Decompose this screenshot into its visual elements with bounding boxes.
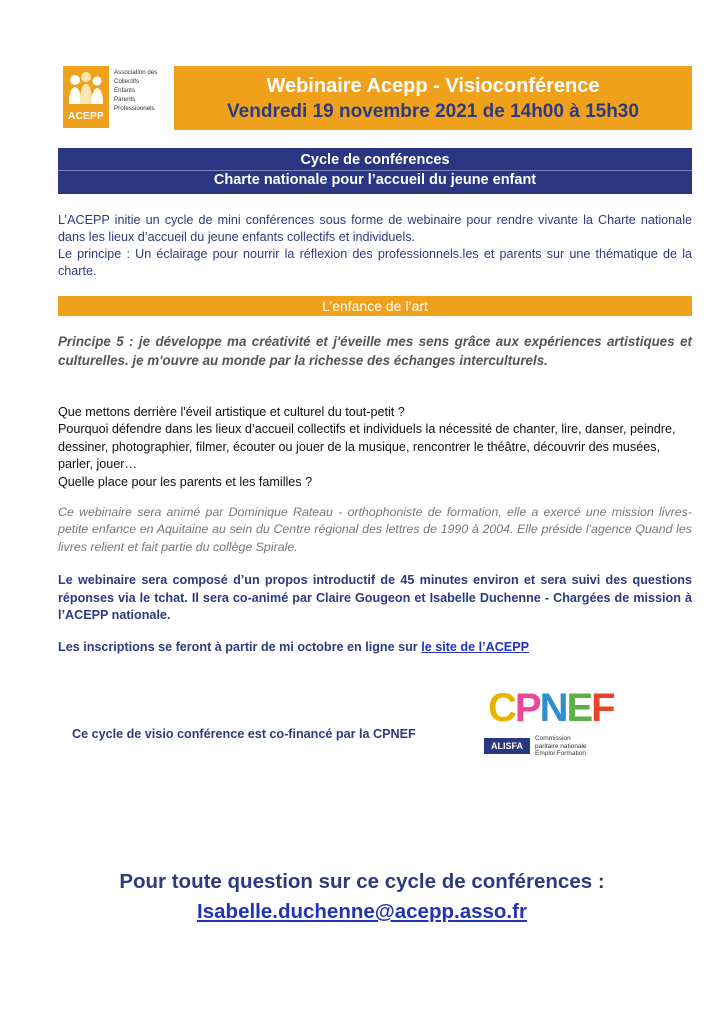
banner-date: Vendredi 19 novembre 2021 de 14h00 à 15h30 [227, 101, 639, 122]
section-title: L’enfance de l’art [58, 296, 692, 316]
cpnef-letter: E [566, 686, 592, 730]
people-silhouettes-icon [66, 70, 106, 106]
cycle-title: Cycle de conférences [300, 152, 450, 168]
contact-question: Pour toute question sur ce cycle de conférences : [119, 870, 605, 893]
cofinance-text: Ce cycle de visio conférence est co-financé par la CPNEF [72, 727, 416, 741]
question-line: Que mettons derrière l'éveil artistique et culturel du tout-petit ? [58, 405, 405, 419]
cpnef-sub-line: Emploi Formation [535, 750, 586, 757]
logo-line: Parents [114, 96, 136, 103]
cycle-banner [58, 148, 692, 194]
inscriptions-text: Les inscriptions se feront à partir de mi octobre en ligne sur [58, 640, 422, 654]
cpnef-letter: N [539, 686, 567, 730]
logo-line: Enfants [114, 87, 135, 94]
cpnef-letter: P [514, 686, 540, 730]
logo-line: Collectifs [114, 78, 140, 85]
speaker-bio: Ce webinaire sera animé par Dominique Rateau - orthophoniste de formation, elle a exercé une mission livres-petite enfance en Aquitaine au sein du Centre régional des lettres de 1990 à 2004. Elle préside l'agence Quand les livres relient et fait partie du collège Spirale. [58, 505, 692, 554]
logo-line: Professionnels [114, 105, 155, 112]
acepp-logo [63, 66, 173, 132]
cpnef-wordmark [488, 686, 614, 731]
cpnef-letter: C [488, 686, 515, 730]
acepp-logo-mark [63, 66, 109, 128]
principle-text: Principe 5 : je développe ma créativité et j'éveille mes sens grâce aux expériences artistiques et culturelles. je m'ouvre au monde par la richesse des échanges interculturels. [58, 334, 692, 368]
question-line: Pourquoi défendre dans les lieux d’accueil collectifs et individuels la nécessité de chanter, lire, danser, peindre, dessiner, photographier, filmer, écouter ou jouer de la musique, rencontrer le théâtre, découvrir des musées, parler, jouer… [58, 422, 676, 472]
cycle-divider [58, 170, 692, 171]
cpnef-logo [484, 686, 614, 762]
intro-paragraph: L’ACEPP initie un cycle de mini conférences sous forme de webinaire pour rendre vivante la Charte nationale dans les lieux d’accueil du jeune enfants collectifs et individuels. [58, 213, 692, 244]
contact-email-block [0, 900, 724, 924]
cycle-subtitle: Charte nationale pour l’accueil du jeune enfant [213, 172, 537, 188]
questions-block [58, 404, 692, 491]
intro-text [58, 212, 692, 280]
cpnef-sub-line: Commission [535, 735, 571, 742]
alisfa-badge: ALISFA [484, 738, 530, 754]
question-line: Quelle place pour les parents et les familles ? [58, 474, 313, 489]
contact-email-link[interactable]: Isabelle.duchenne@acepp.asso.fr [197, 900, 527, 923]
webinar-info: Le webinaire sera composé d’un propos introductif de 45 minutes environ et sera suivi des questions réponses via le tchat. Il sera co-animé par Claire Gougeon et Isabelle Duchenne - Chargées de mission à l’ACEPP nationale. [58, 573, 692, 623]
inscriptions-info [58, 640, 692, 654]
logo-name: ACEPP [68, 111, 104, 122]
logo-line: Association des [114, 69, 158, 76]
cpnef-subtitle [535, 735, 587, 758]
banner-title: Webinaire Acepp - Visioconférence [266, 75, 600, 97]
header-banner [174, 66, 692, 130]
acepp-site-link[interactable]: le site de l’ACEPP [421, 640, 529, 654]
cpnef-letter: F [591, 686, 614, 730]
intro-principle: Le principe : Un éclairage pour nourrir la réflexion des professionnels.les et parents sur une thématique de la charte. [58, 247, 692, 278]
cpnef-sub-line: paritaire nationale [535, 742, 587, 750]
